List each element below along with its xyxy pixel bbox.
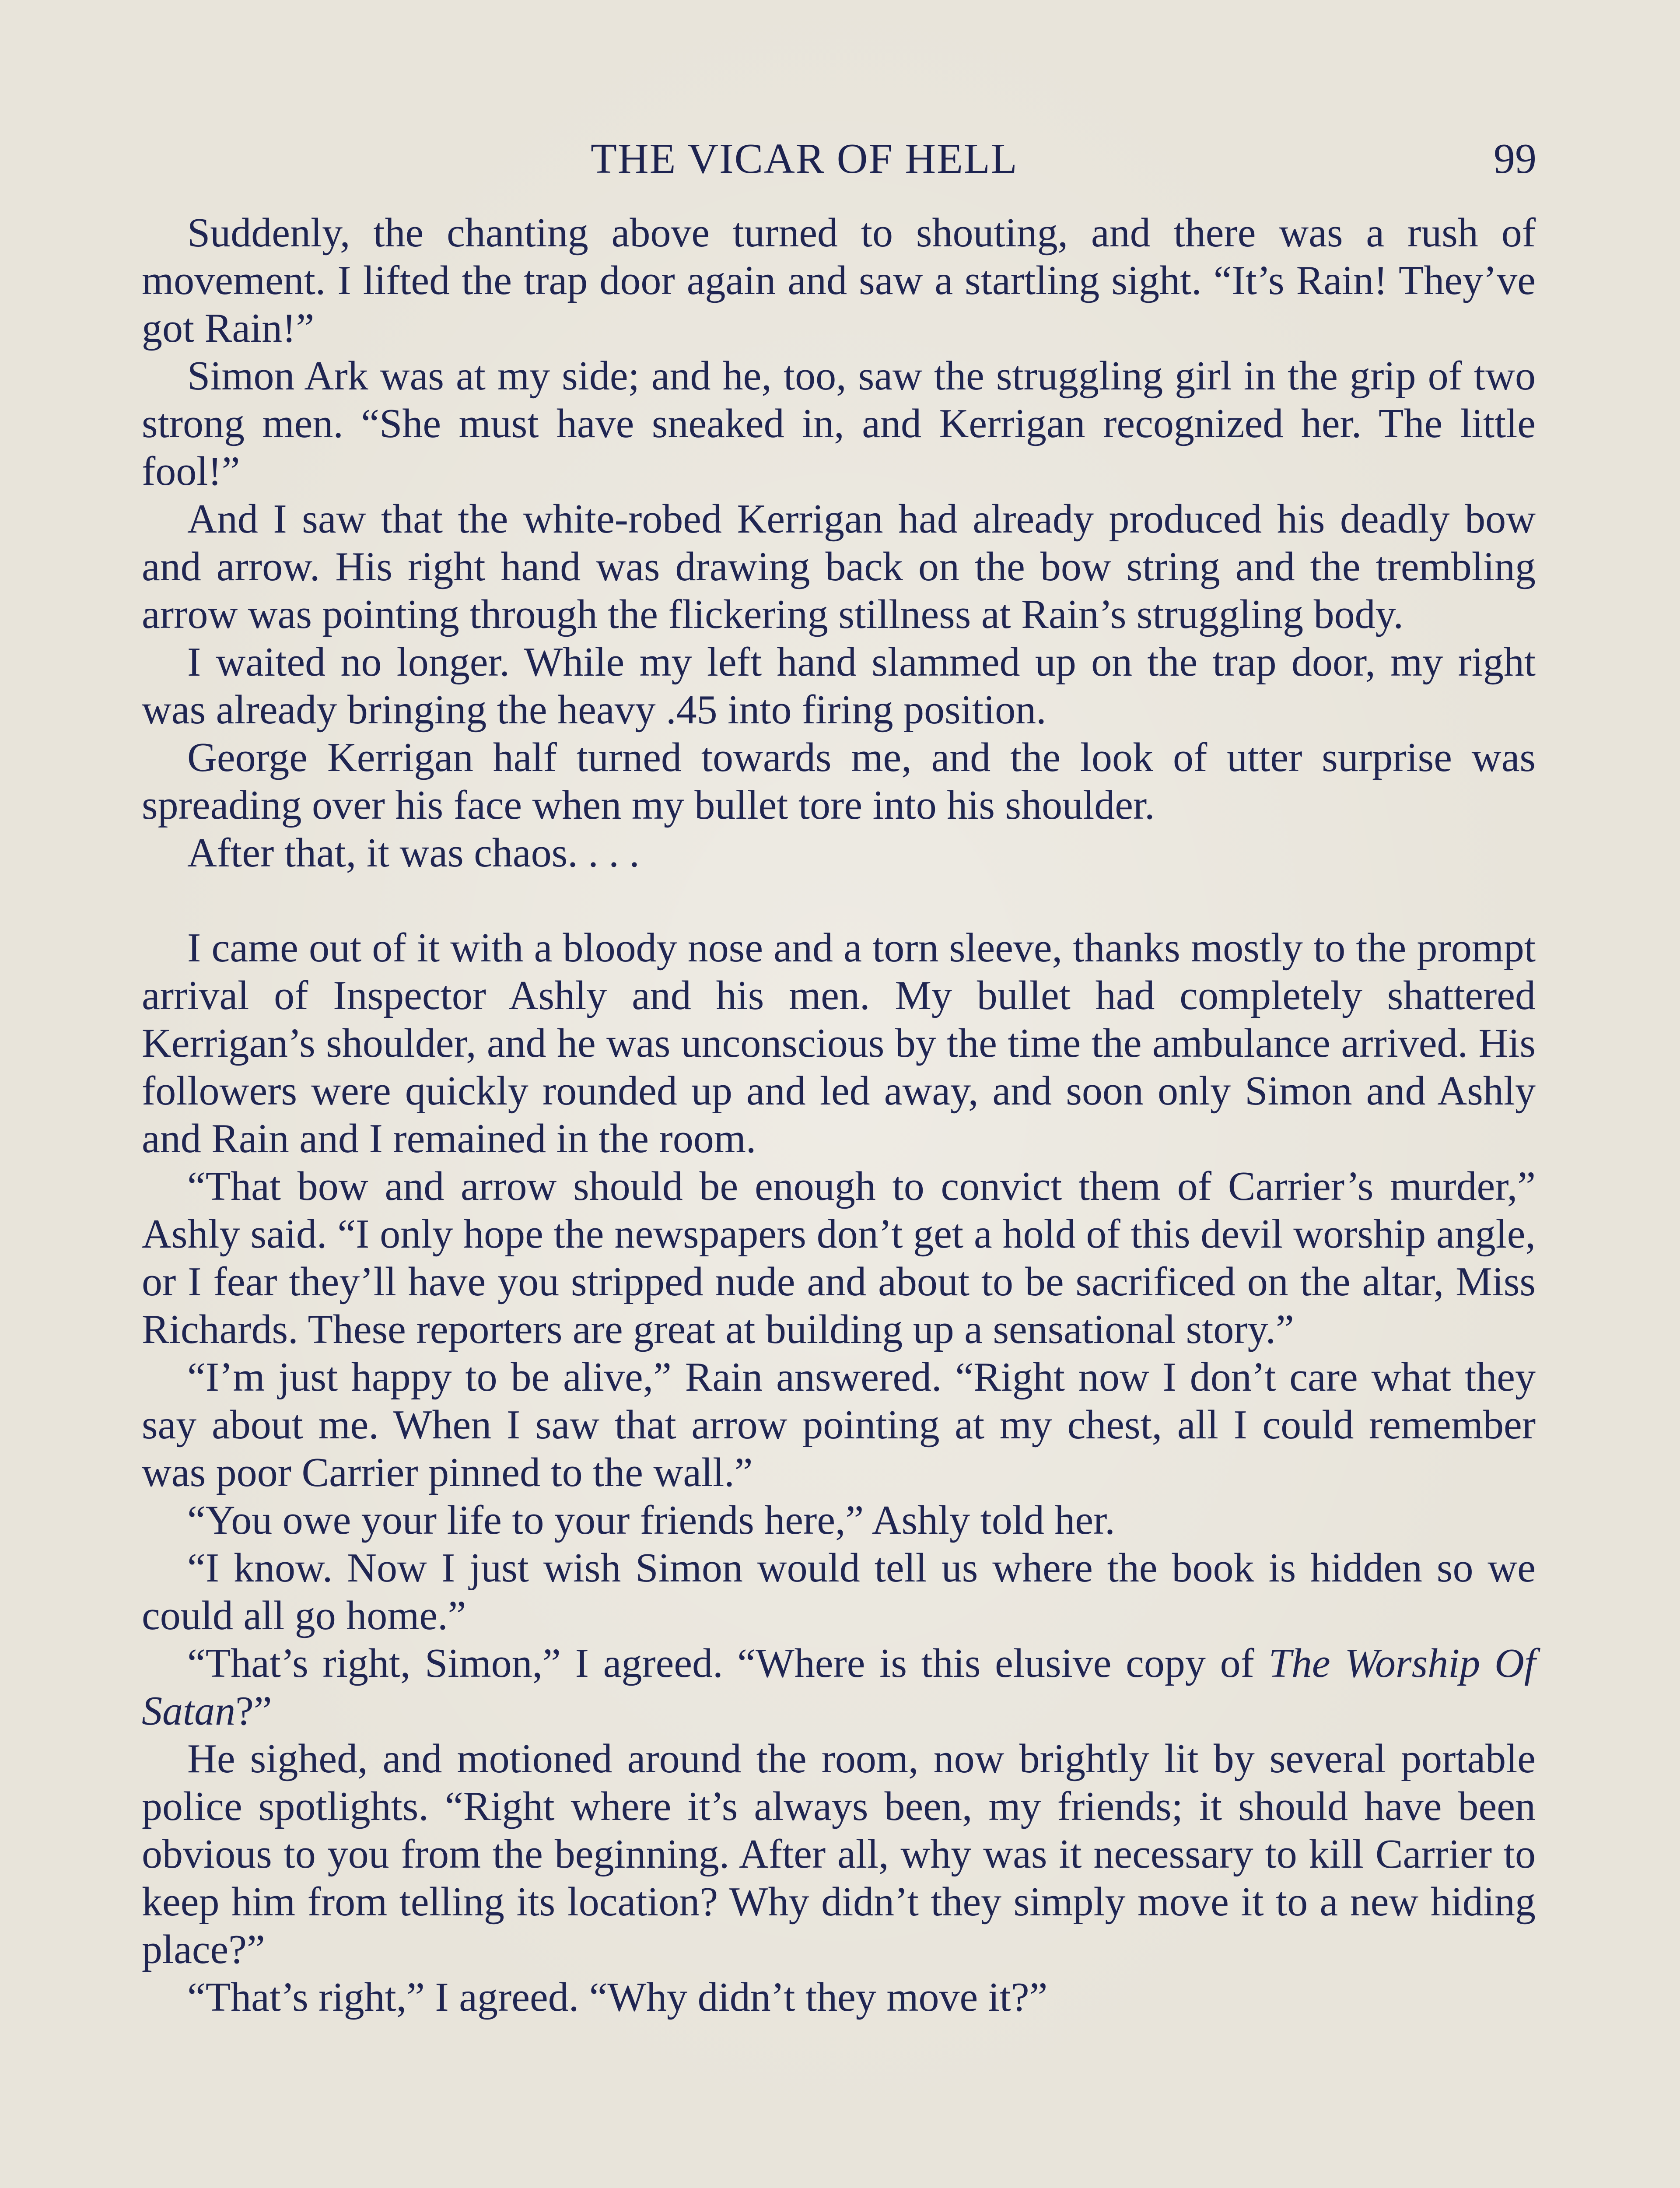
paragraph: “I’m just happy to be alive,” Rain answered. “Right now I don’t care what they say about me. When I saw that arrow pointing at my chest, all I could remember was poor Carrier pinned to the wall.” [142,1354,1536,1495]
running-title: THE VICAR OF HELL [591,135,1018,182]
paragraph: He sighed, and motioned around the room, now brightly lit by several portable police spotlights. “Right where it’s always been, my friends; it should have been obvious to you from the beginning. After all, why was it necessary to kill Carrier to keep him from telling its location? Why didn’t they simply move it to a new hiding place?” [142,1736,1536,1972]
scene-break [142,877,1536,924]
paragraph: “That bow and arrow should be enough to convict them of Carrier’s murder,” Ashly said. “I only hope the newspapers don’t get a hold of this devil worship angle, or I fear they’ll have you stripped nude and about to be sacrificed on the altar, Miss Richards. These reporters are great at building up a sensational story.” [142,1164,1536,1352]
paragraph-text: “That’s right, Simon,” I agreed. “Where is this elusive copy of [187,1641,1269,1686]
page-header [0,130,1680,187]
paragraph: “You owe your life to your friends here,” Ashly told her. [187,1497,1115,1543]
body-text [142,209,1536,2021]
paragraph: George Kerrigan half turned towards me, and the look of utter surprise was spreading over his face when my bullet tore into his shoulder. [142,735,1536,828]
paragraph: After that, it was chaos. . . . [187,830,640,876]
paragraph [142,1640,1536,1735]
paragraph: I came out of it with a bloody nose and a torn sleeve, thanks mostly to the prompt arrival of Inspector Ashly and his men. My bullet had completely shattered Kerrigan’s shoulder, and he was unconscious by the time the ambulance arrived. His followers were quickly rounded up and led away, and soon only Simon and Ashly and Rain and I remained in the room. [142,925,1536,1161]
paragraph: “That’s right,” I agreed. “Why didn’t they move it?” [187,1974,1048,2020]
page-number: 99 [1494,135,1536,182]
paragraph: I waited no longer. While my left hand slammed up on the trap door, my right was already bringing the heavy .45 into firing position. [142,639,1536,733]
book-title-italic: The Worship Of Satan [142,1641,1536,1734]
paragraph: Simon Ark was at my side; and he, too, saw the struggling girl in the grip of two strong men. “She must have sneaked in, and Kerrigan recognized her. The little fool!” [142,353,1536,494]
paragraph: “I know. Now I just wish Simon would tell us where the book is hidden so we could all go home.” [142,1545,1536,1638]
paragraph: Suddenly, the chanting above turned to shouting, and there was a rush of movement. I lifted the trap door again and saw a startling sight. “It’s Rain! They’ve got Rain!” [142,210,1536,351]
paragraph-text: ?” [235,1688,272,1734]
paragraph: And I saw that the white-robed Kerrigan had already produced his deadly bow and arrow. His right hand was drawing back on the bow string and the trembling arrow was pointing through the flickering stillness at Rain’s struggling body. [142,496,1536,637]
